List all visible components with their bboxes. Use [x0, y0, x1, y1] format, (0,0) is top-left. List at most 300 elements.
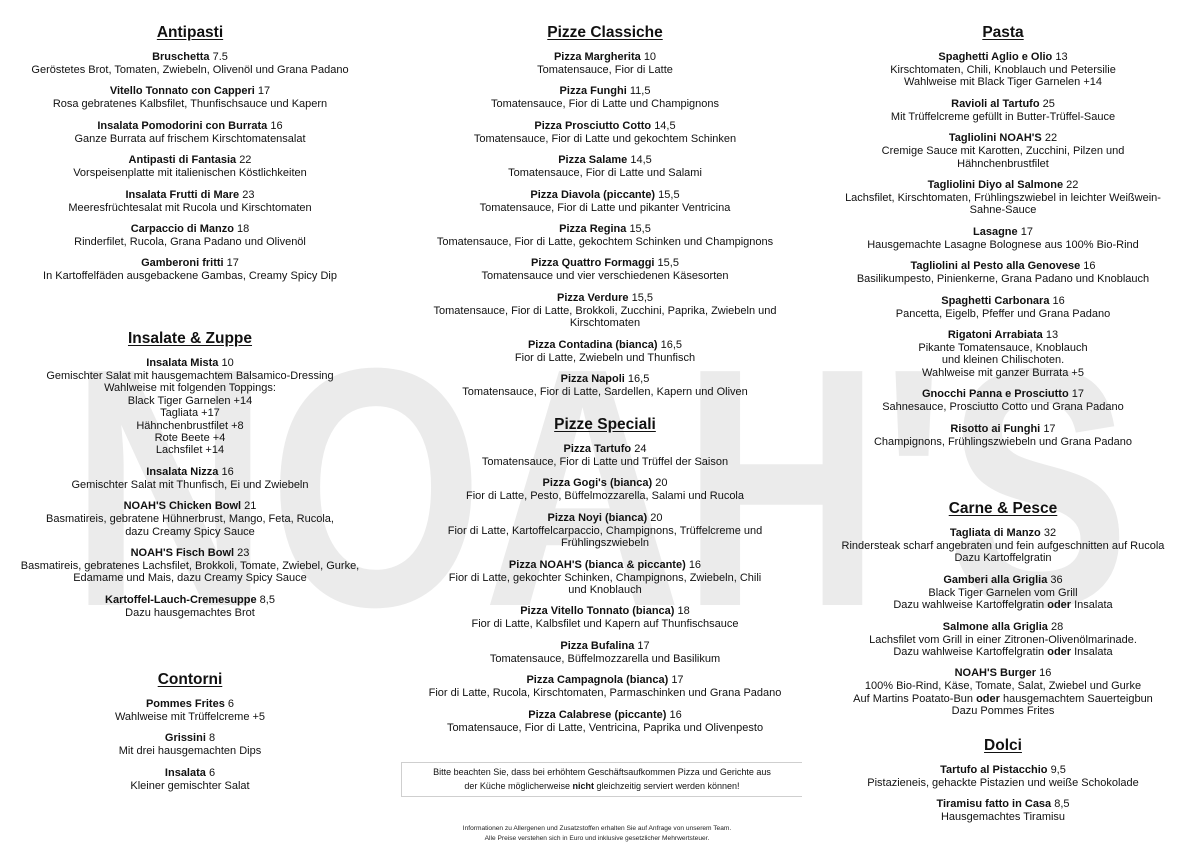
item-description-line: Rosa gebratenes Kalbsfilet, Thunfischsauce und Kapern — [52, 98, 328, 111]
item-description — [816, 145, 1190, 170]
item-description-line: Tomatensauce, Fior di Latte, Ventricina, Paprika und Olivenpesto — [446, 721, 764, 734]
section-pizze-classiche — [405, 24, 805, 407]
item-description — [405, 722, 805, 734]
item-price: 16 — [1083, 260, 1096, 273]
item-description-line: Hähnchenbrustfilet +8 — [136, 419, 244, 432]
item-heading — [10, 154, 370, 167]
item-description — [816, 634, 1190, 659]
item-price: 16 — [1052, 294, 1065, 307]
item-description-line: Sahnesauce, Prosciutto Cotto und Grana Padano — [882, 401, 1124, 414]
menu-item — [10, 767, 370, 792]
item-heading — [816, 260, 1190, 273]
item-description — [10, 202, 370, 214]
menu-item — [10, 85, 370, 110]
item-name: Insalata — [164, 766, 206, 779]
item-description-line: Lachsfilet +14 — [155, 444, 225, 457]
item-name: Pizza Gogi's (bianca) — [542, 477, 653, 490]
item-description-line: Ganze Burrata auf frischem Kirschtomatensalat — [74, 132, 306, 145]
item-price: 17 — [226, 257, 239, 270]
item-name: Tagliata di Manzo — [949, 527, 1041, 539]
item-description — [405, 202, 805, 214]
item-description — [405, 618, 805, 630]
item-heading — [405, 339, 805, 352]
item-description-line: Rindersteak scharf angebraten und fein aufgeschnitten auf Rucola — [841, 540, 1165, 552]
menu-item — [405, 559, 805, 597]
item-price: 17 — [257, 85, 271, 98]
item-price: 13 — [1045, 329, 1059, 342]
item-heading — [816, 764, 1190, 777]
section-carne-pesce — [816, 500, 1190, 727]
item-name: Pizza Diavola (piccante) — [530, 188, 656, 201]
menu-item — [816, 98, 1190, 123]
menu-item — [816, 574, 1190, 612]
menu-item — [405, 154, 805, 179]
item-name: NOAH'S Fisch Bowl — [130, 547, 235, 560]
watermark-text: NOAH'S — [70, 300, 1130, 630]
item-heading — [10, 120, 370, 133]
item-description-line: Tomatensauce und vier verschiedenen Käsesorten — [481, 270, 729, 283]
item-price: 32 — [1043, 527, 1057, 539]
item-price: 23 — [242, 188, 255, 201]
item-description-line: Basmatireis, gebratene Hühnerbrust, Mango, Feta, Rucola, — [46, 513, 334, 526]
item-price: 10 — [221, 357, 234, 369]
item-heading — [405, 292, 805, 305]
item-description — [816, 540, 1190, 565]
service-notice-line1: Bitte beachten Sie, dass bei erhöhtem Geschäftsaufkommen Pizza und Gerichte aus — [433, 767, 771, 777]
item-description — [816, 239, 1190, 251]
item-description — [10, 370, 370, 457]
item-description — [816, 111, 1190, 123]
menu-item — [10, 51, 370, 76]
menu-item — [10, 189, 370, 214]
service-notice — [401, 762, 802, 797]
item-name: Carpaccio di Manzo — [130, 223, 234, 236]
item-name: Risotto ai Funghi — [950, 422, 1041, 435]
item-name: Tiramisu fatto in Casa — [936, 798, 1052, 811]
menu-item — [816, 329, 1190, 379]
item-description-line: Wahlweise mit ganzer Burrata +5 — [922, 366, 1084, 379]
item-name: Pommes Frites — [145, 698, 225, 710]
item-description — [405, 270, 805, 282]
item-price: 25 — [1042, 97, 1055, 110]
section-contorni — [10, 671, 370, 801]
menu-item — [10, 594, 370, 619]
item-heading — [816, 423, 1190, 436]
item-heading — [405, 223, 805, 236]
item-heading — [405, 605, 805, 618]
item-description — [10, 711, 370, 723]
item-heading — [405, 443, 805, 456]
item-heading — [816, 98, 1190, 111]
item-description — [405, 64, 805, 76]
menu-item — [405, 443, 805, 468]
menu-item — [405, 292, 805, 330]
item-price: 18 — [237, 223, 250, 236]
item-description-line: Edamame und Mais, dazu Creamy Spicy Sauce — [73, 572, 307, 585]
item-heading — [405, 51, 805, 64]
item-description — [10, 745, 370, 757]
item-description-line: Kirschtomaten — [569, 317, 641, 330]
item-description-line: Dazu hausgemachtes Brot — [125, 606, 255, 619]
menu-item — [405, 674, 805, 699]
item-description-line: Fior di Latte, gekochter Schinken, Champignons, Zwiebeln, Chili — [448, 571, 762, 584]
item-heading — [405, 373, 805, 386]
item-heading — [10, 547, 370, 560]
item-price: 20 — [650, 511, 663, 524]
item-name: Tagliolini Diyo al Salmone — [927, 179, 1064, 192]
item-description — [10, 479, 370, 491]
item-heading — [816, 226, 1190, 239]
item-name: Insalata Nizza — [146, 465, 219, 478]
item-description-line: Basmatireis, gebratenes Lachsfilet, Brokkoli, Tomate, Zwiebel, Gurke, — [20, 560, 360, 573]
item-price: 13 — [1055, 51, 1068, 63]
item-description-line: Tomatensauce, Fior di Latte, Brokkoli, Zucchini, Paprika, Zwiebeln und — [433, 304, 777, 317]
notice-text-before: der Küche möglicherweise — [464, 781, 573, 791]
item-description-line: Hausgemachte Lasagne Bolognese aus 100% Bio-Rind — [867, 238, 1139, 251]
item-price: 16 — [221, 465, 234, 478]
section-title: Dolci — [984, 737, 1022, 754]
item-price: 24 — [634, 443, 647, 455]
item-description-line: Pikante Tomatensauce, Knoblauch — [918, 342, 1088, 355]
item-description-line: Champignons, Frühlingszwiebeln und Grana Padano — [873, 435, 1133, 448]
item-heading — [816, 667, 1190, 680]
item-name: Gamberoni fritti — [141, 257, 224, 270]
item-description — [10, 780, 370, 792]
item-price: 22 — [239, 154, 252, 167]
item-price: 14,5 — [630, 154, 652, 167]
item-description — [405, 98, 805, 110]
item-description — [405, 456, 805, 468]
item-price: 17 — [1071, 388, 1084, 401]
item-heading — [405, 154, 805, 167]
item-heading — [10, 698, 370, 711]
item-description — [405, 305, 805, 330]
notice-text-after: gleichzeitig serviert werden können! — [593, 781, 740, 791]
menu-item — [816, 667, 1190, 717]
item-name: Pizza Vitello Tonnato (bianca) — [520, 605, 675, 618]
item-description-line: In Kartoffelfäden ausgebackene Gambas, Creamy Spicy Dip — [43, 270, 337, 283]
menu-item — [405, 640, 805, 665]
item-description-line: Tomatensauce, Fior di Latte und pikanter Ventricina — [479, 201, 731, 214]
menu-item — [405, 709, 805, 734]
menu-item — [10, 547, 370, 585]
item-name: Tartufo al Pistacchio — [940, 764, 1048, 776]
item-description — [10, 560, 370, 585]
item-price: 16,5 — [660, 338, 683, 351]
item-description-line: Fior di Latte, Pesto, Büffelmozzarella, Salami und Rucola — [466, 490, 744, 503]
item-description — [405, 525, 805, 550]
service-notice-line2 — [402, 779, 802, 793]
item-heading — [816, 388, 1190, 401]
item-description-line: Dazu wahlweise Kartoffelgratin oder Insalata — [893, 646, 1113, 659]
item-description-line: Tomatensauce, Fior di Latte, gekochtem Schinken und Champignons — [436, 236, 774, 249]
item-description-line: dazu Creamy Spicy Sauce — [125, 525, 255, 538]
item-description — [816, 308, 1190, 320]
item-description — [405, 386, 805, 398]
item-name: Bruschetta — [152, 51, 210, 63]
item-description-line: Gemischter Salat mit hausgemachtem Balsamico-Dressing — [46, 370, 334, 382]
item-name: Pizza Regina — [559, 223, 627, 236]
item-price: 14,5 — [654, 119, 676, 132]
item-name: Pizza Bufalina — [560, 639, 635, 652]
item-heading — [405, 640, 805, 653]
item-heading — [816, 179, 1190, 192]
item-description-line: Mit Trüffelcreme gefüllt in Butter-Trüffel-Sauce — [890, 110, 1116, 123]
item-price: 17 — [671, 674, 684, 687]
section-title: Pasta — [982, 24, 1024, 41]
item-price: 16,5 — [627, 373, 650, 386]
item-name: Pizza Campagnola (bianca) — [526, 674, 669, 687]
item-price: 6 — [208, 766, 216, 779]
menu-item — [10, 466, 370, 491]
item-name: Spaghetti Carbonara — [941, 294, 1050, 307]
item-description-line: Hähnchenbrustfilet — [957, 157, 1049, 170]
section-title: Carne & Pesce — [948, 500, 1058, 517]
item-description-line: Auf Martins Poatato-Bun oder hausgemachtem Sauerteigbun — [853, 692, 1153, 705]
item-name: Pizza Tartufo — [563, 443, 632, 455]
menu-item — [816, 423, 1190, 448]
item-name: Kartoffel-Lauch-Cremesuppe — [105, 593, 257, 606]
menu-item — [405, 605, 805, 630]
item-description-line: Tomatensauce, Büffelmozzarella und Basilikum — [489, 652, 721, 665]
allergen-info: Informationen zu Allergenen und Zusatzstoffen erhalten Sie auf Anfrage von unserem Team. — [462, 825, 732, 832]
item-price: 22 — [1044, 132, 1058, 145]
item-heading — [10, 189, 370, 202]
item-description-line: Dazu Pommes Frites — [951, 705, 1055, 718]
item-heading — [816, 574, 1190, 587]
item-heading — [405, 120, 805, 133]
item-description-line: Tomatensauce, Fior di Latte und Salami — [508, 167, 702, 180]
menu-item — [816, 226, 1190, 251]
item-price: 9,5 — [1050, 764, 1066, 776]
menu-item — [10, 732, 370, 757]
menu-item — [816, 527, 1190, 565]
menu-item — [816, 621, 1190, 659]
section-title: Insalate & Zuppe — [127, 330, 253, 347]
item-description — [816, 680, 1190, 717]
item-description-line: Kirschtomaten, Chili, Knoblauch und Petersilie — [890, 64, 1116, 76]
section-title: Pizze Classiche — [547, 24, 663, 41]
item-description-line: Wahlweise mit folgenden Toppings: — [104, 382, 276, 395]
section-pasta — [816, 24, 1190, 457]
item-description-line: Frühlingszwiebeln — [560, 537, 650, 550]
item-description-line: Lachsfilet vom Grill in einer Zitronen-Olivenölmarinade. — [869, 633, 1137, 646]
menu-item — [405, 257, 805, 282]
section-antipasti — [10, 24, 370, 292]
menu-item — [10, 257, 370, 282]
item-name: Pizza NOAH'S (bianca & piccante) — [508, 558, 686, 571]
item-description-line: Meeresfrüchtesalat mit Rucola und Kirschtomaten — [68, 201, 312, 214]
section-title: Antipasti — [156, 24, 224, 41]
item-heading — [816, 798, 1190, 811]
item-description-line: Dazu wahlweise Kartoffelgratin oder Insalata — [893, 599, 1113, 612]
item-description — [405, 167, 805, 179]
item-name: Gnocchi Panna e Prosciutto — [921, 388, 1069, 401]
menu-item — [405, 477, 805, 502]
item-description-line: Fior di Latte, Zwiebeln und Thunfisch — [514, 351, 696, 364]
menu-item — [10, 154, 370, 179]
item-description-line: und Knoblauch — [568, 584, 642, 597]
menu-item — [405, 223, 805, 248]
item-name: Pizza Prosciutto Cotto — [534, 119, 652, 132]
menu-item — [10, 698, 370, 723]
item-price: 17 — [1043, 422, 1056, 435]
item-description-line: Pancetta, Eigelb, Pfeffer und Grana Padano — [895, 307, 1111, 320]
item-name: Pizza Verdure — [556, 291, 629, 304]
item-heading — [405, 709, 805, 722]
item-description — [816, 342, 1190, 379]
menu-item — [10, 223, 370, 248]
item-heading — [405, 477, 805, 490]
menu-item — [405, 51, 805, 76]
item-price: 28 — [1050, 620, 1064, 633]
item-description-line: Tomatensauce, Fior di Latte und Trüffel der Saison — [481, 456, 729, 468]
item-name: Tagliolini al Pesto alla Genovese — [910, 260, 1081, 273]
item-description-line: Dazu Kartoffelgratin — [954, 552, 1052, 565]
item-description — [10, 270, 370, 282]
item-name: Pizza Margherita — [553, 51, 641, 63]
menu-item — [405, 512, 805, 550]
item-heading — [10, 500, 370, 513]
item-description-line: Basilikumpesto, Pinienkerne, Grana Padano und Knoblauch — [856, 273, 1150, 286]
item-description-line: Fior di Latte, Rucola, Kirschtomaten, Parmaschinken und Grana Padano — [428, 687, 782, 700]
item-heading — [10, 357, 370, 370]
item-description — [816, 64, 1190, 89]
item-description-line: Sahne-Sauce — [969, 204, 1037, 217]
item-price: 8 — [208, 732, 216, 745]
item-price: 11,5 — [629, 85, 651, 98]
item-price: 36 — [1050, 573, 1063, 586]
item-name: Insalata Pomodorini con Burrata — [97, 119, 268, 132]
item-heading — [816, 51, 1190, 64]
menu-item — [816, 132, 1190, 170]
item-description — [405, 133, 805, 145]
item-price: 21 — [244, 500, 257, 513]
item-description — [10, 513, 370, 538]
item-name: Grissini — [164, 732, 206, 745]
item-description — [816, 777, 1190, 789]
item-description — [10, 236, 370, 248]
item-name: Pizza Quattro Formaggi — [531, 257, 655, 270]
item-description — [10, 64, 370, 76]
menu-item — [10, 500, 370, 538]
menu-item — [816, 798, 1190, 823]
section-title: Contorni — [157, 671, 223, 688]
item-description-line: Wahlweise mit Trüffelcreme +5 — [114, 711, 266, 723]
item-description-line: Black Tiger Garnelen vom Grill — [928, 586, 1078, 599]
item-description-line: und kleinen Chilischoten. — [941, 354, 1065, 367]
item-description — [405, 236, 805, 248]
item-name: Insalata Frutti di Mare — [125, 188, 240, 201]
menu-item — [816, 388, 1190, 413]
item-price: 15,5 — [657, 257, 679, 270]
item-description-line: Pistazieneis, gehackte Pistazien und weiße Schokolade — [867, 777, 1139, 789]
item-description — [10, 98, 370, 110]
section-insalate-zuppe — [10, 330, 370, 628]
item-description-line: Vorspeisenplatte mit italienischen Köstlichkeiten — [73, 167, 307, 180]
item-description-line: Gemischter Salat mit Thunfisch, Ei und Zwiebeln — [71, 478, 309, 491]
item-name: Ravioli al Tartufo — [951, 97, 1040, 110]
item-price: 6 — [227, 698, 235, 710]
item-description — [10, 133, 370, 145]
item-name: Pizza Noyi (bianca) — [547, 511, 648, 524]
item-name: Pizza Salame — [558, 154, 628, 167]
item-price: 16 — [688, 558, 702, 571]
item-price: 7.5 — [212, 51, 228, 63]
item-name: Pizza Funghi — [559, 85, 627, 98]
item-price: 15,5 — [631, 291, 654, 304]
item-heading — [10, 85, 370, 98]
item-heading — [10, 594, 370, 607]
item-description — [10, 167, 370, 179]
section-dolci — [816, 737, 1190, 833]
item-description-line: Cremige Sauce mit Karotten, Zucchini, Pilzen und — [881, 145, 1125, 158]
item-name: NOAH'S Chicken Bowl — [123, 500, 242, 513]
item-description — [816, 401, 1190, 413]
item-name: Gamberi alla Griglia — [943, 573, 1048, 586]
item-price: 15,5 — [629, 223, 651, 236]
item-price: 15,5 — [658, 188, 680, 201]
item-heading — [405, 512, 805, 525]
section-pizze-speciali — [405, 416, 805, 743]
item-description-line: Hausgemachtes Tiramisu — [940, 811, 1066, 824]
item-name: Pizza Napoli — [560, 373, 625, 386]
item-heading — [816, 132, 1190, 145]
item-price: 22 — [1066, 179, 1079, 192]
item-description — [10, 607, 370, 619]
menu-item — [405, 120, 805, 145]
item-description — [405, 572, 805, 597]
item-description-line: Mit drei hausgemachten Dips — [118, 745, 262, 758]
item-name: Pizza Calabrese (piccante) — [528, 708, 667, 721]
item-price: 16 — [1039, 667, 1052, 680]
item-heading — [10, 466, 370, 479]
menu-item — [405, 85, 805, 110]
item-description — [816, 436, 1190, 448]
item-description — [816, 192, 1190, 217]
item-name: Antipasti di Fantasia — [128, 154, 237, 167]
item-description — [405, 653, 805, 665]
item-price: 18 — [677, 605, 690, 618]
menu-item — [816, 51, 1190, 89]
item-description-line: Rote Beete +4 — [154, 432, 226, 445]
item-description-line: Fior di Latte, Kartoffelcarpaccio, Champignons, Trüffelcreme und — [447, 524, 763, 537]
item-name: Insalata Mista — [146, 357, 219, 369]
menu-item — [405, 373, 805, 398]
item-name: Spaghetti Aglio e Olio — [938, 51, 1053, 63]
item-name: Tagliolini NOAH'S — [948, 132, 1042, 145]
item-heading — [405, 674, 805, 687]
legal-footer — [405, 824, 789, 844]
item-heading — [405, 85, 805, 98]
price-info: Alle Preise verstehen sich in Euro und inklusive gesetzlicher Mehrwertsteuer. — [484, 835, 710, 842]
menu-item — [10, 120, 370, 145]
item-description-line: Tomatensauce, Fior di Latte und Champignons — [490, 98, 720, 111]
item-heading — [816, 621, 1190, 634]
item-heading — [10, 51, 370, 64]
item-description-line: Lachsfilet, Kirschtomaten, Frühlingszwiebel in leichter Weißwein- — [845, 192, 1161, 205]
item-name: Vitello Tonnato con Capperi — [109, 85, 255, 98]
item-name: Pizza Contadina (bianca) — [527, 338, 658, 351]
item-price: 16 — [270, 119, 283, 132]
item-description — [816, 587, 1190, 612]
item-description-line: Tomatensauce, Fior di Latte und gekochtem Schinken — [473, 132, 737, 145]
item-price: 17 — [637, 639, 650, 652]
item-description — [405, 490, 805, 502]
menu-item — [405, 189, 805, 214]
item-price: 16 — [669, 708, 682, 721]
item-heading — [10, 732, 370, 745]
